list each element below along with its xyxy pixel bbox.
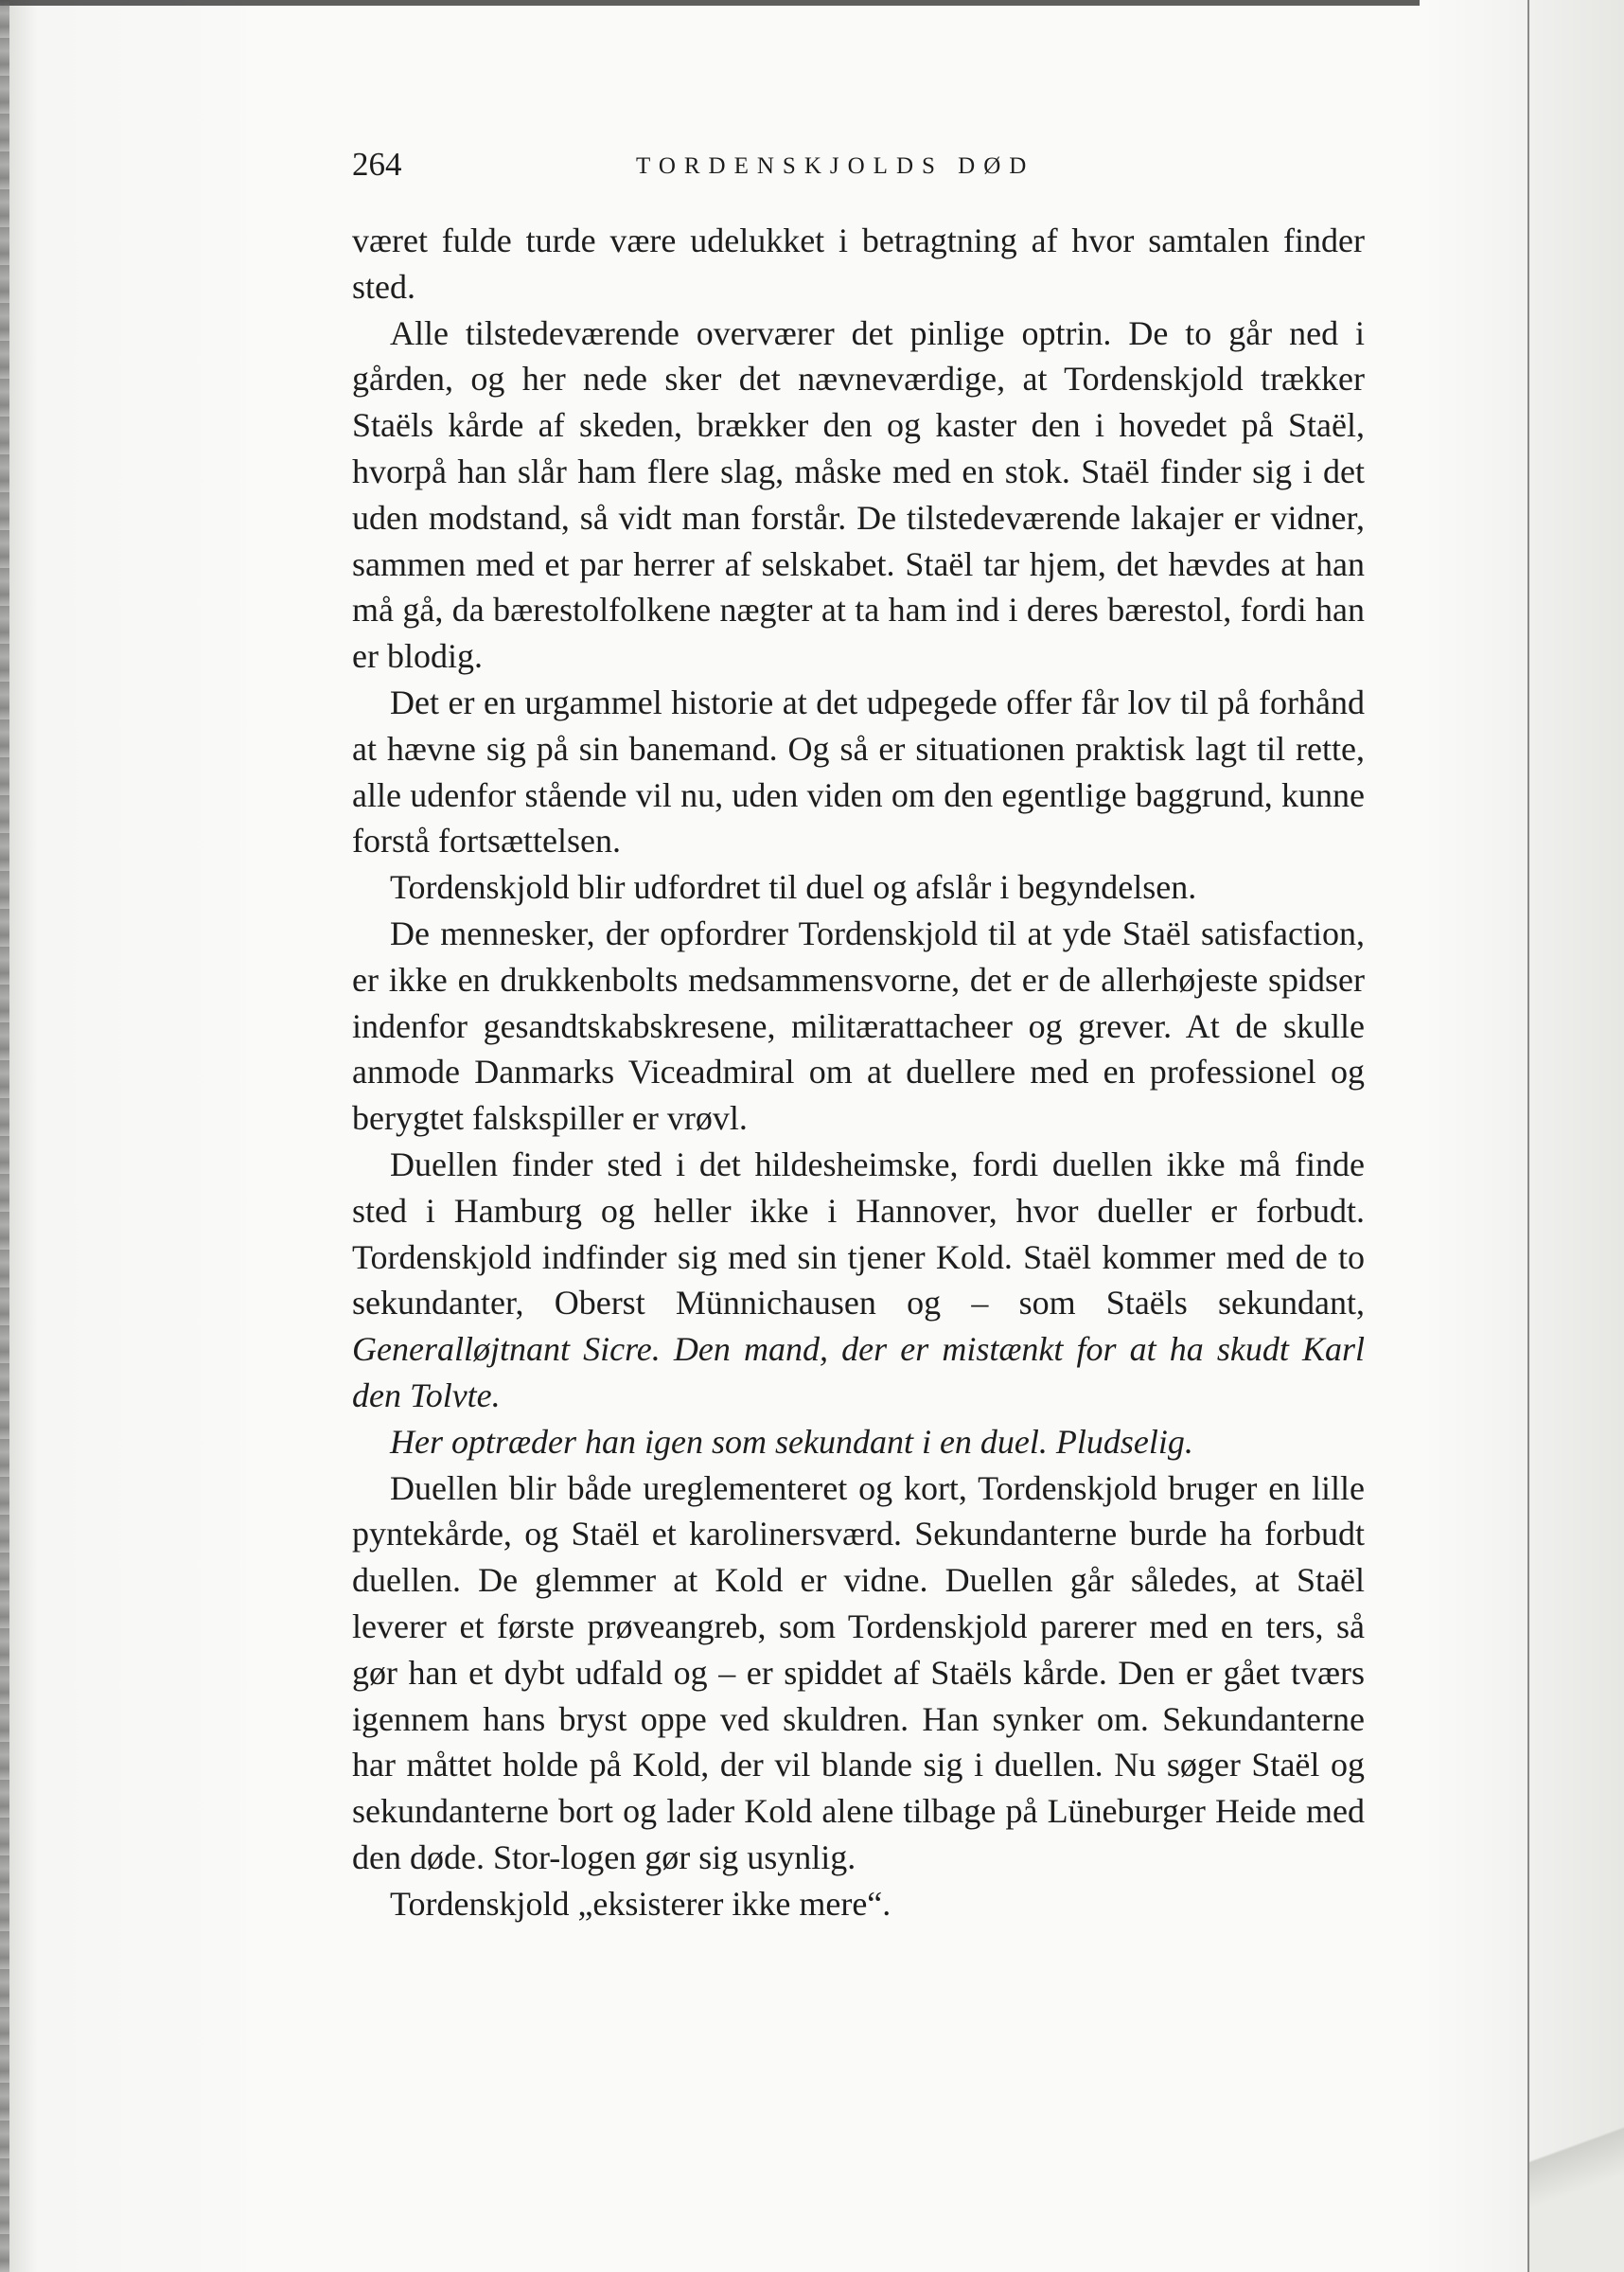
running-head: TORDENSKJOLDS DØD	[636, 153, 1035, 179]
page-right-edge	[1527, 0, 1529, 2272]
text-run: Alle tilstedeværende overværer det pinlige optrin. De to går ned i gården, og her nede sker det nævneværdige, at Tordenskjold trækker Staëls kårde af skeden, brækker den og kaster den i hovedet på Staël, hvorpå han slår ham flere slag, måske med en stok. Staël finder sig i det uden modstand, så vidt man forstår. De tilstedeværende lakajer er vidner, sammen med et par herrer af selskabet. Staël tar hjem, det hævdes at han må gå, da bærestolfolkene nægter at ta ham ind i deres bærestol, fordi han er blodig.	[352, 313, 1365, 676]
text-run: De mennesker, der opfordrer Tordenskjold til at yde Staël satisfaction, er ikke en drukkenbolts medsammensvorne, det er de allerhøjeste spidser indenfor gesandtskabskresene, militærattacheer og grever. At de skulle anmode Danmarks Viceadmiral om at duellere med en professionel og berygtet falskspiller er vrøvl.	[352, 914, 1365, 1138]
paragraph	[352, 1881, 1365, 1927]
text-run: Det er en urgammel historie at det udpegede offer får lov til på forhånd at hævne sig på sin banemand. Og så er situationen praktisk lagt til rette, alle udenfor stående vil nu, uden viden om den egentlige baggrund, kunne forstå fortsættelsen.	[352, 683, 1365, 861]
text-run: Tordenskjold blir udfordret til duel og afslår i begyndelsen.	[390, 868, 1197, 907]
italic-text-run: Her optræder han igen som sekundant i en duel. Pludselig.	[390, 1422, 1193, 1461]
paragraph	[352, 311, 1365, 680]
paragraph	[352, 680, 1365, 864]
paragraph	[352, 218, 1365, 311]
scan-top-shadow	[0, 0, 1420, 6]
scan-left-edge	[0, 0, 9, 2272]
paragraph	[352, 1142, 1365, 1419]
page-number: 264	[352, 146, 402, 183]
body-text	[352, 218, 1365, 1926]
page-corner-curl	[1529, 2064, 1624, 2272]
text-run: Duellen blir både ureglementeret og kort, Tordenskjold bruger en lille pyntekårde, og Staël et karolinersværd. Sekundanterne burde ha forbudt duellen. De glemmer at Kold er vidne. Duellen går således, at Staël leverer et første prøveangreb, som Tordenskjold parerer med en ters, så gør han et dybt udfald og – er spiddet af Staëls kårde. Den er gået tværs igennem hans bryst oppe ved skuldren. Han synker om. Sekundanterne har måttet holde på Kold, der vil blande sig i duellen. Nu søger Staël og sekundanterne bort og lader Kold alene tilbage på Lüneburger Heide med den døde. Stor-logen gør sig usynlig.	[352, 1468, 1365, 1876]
text-run: været fulde turde være udelukket i betragtning af hvor samtalen finder sted.	[352, 222, 1365, 306]
adjacent-page-strip	[1529, 0, 1624, 2272]
page-header	[352, 144, 1365, 186]
italic-text-run: Generalløjtnant Sicre. Den mand, der er mistænkt for at ha skudt Karl den Tolvte.	[352, 1330, 1365, 1414]
text-run: Duellen finder sted i det hildesheimske, fordi duellen ikke må finde sted i Hamburg og heller ikke i Hannover, hvor dueller er forbudt. Tordenskjold indfinder sig med sin tjener Kold. Staël kommer med de to sekundanter, Oberst Münnichausen og – som Staëls sekundant,	[352, 1145, 1365, 1322]
paragraph	[352, 911, 1365, 1142]
paragraph	[352, 864, 1365, 911]
paragraph	[352, 1465, 1365, 1881]
paragraph	[352, 1419, 1365, 1465]
text-run: Tordenskjold „eksisterer ikke mere“.	[390, 1884, 891, 1923]
